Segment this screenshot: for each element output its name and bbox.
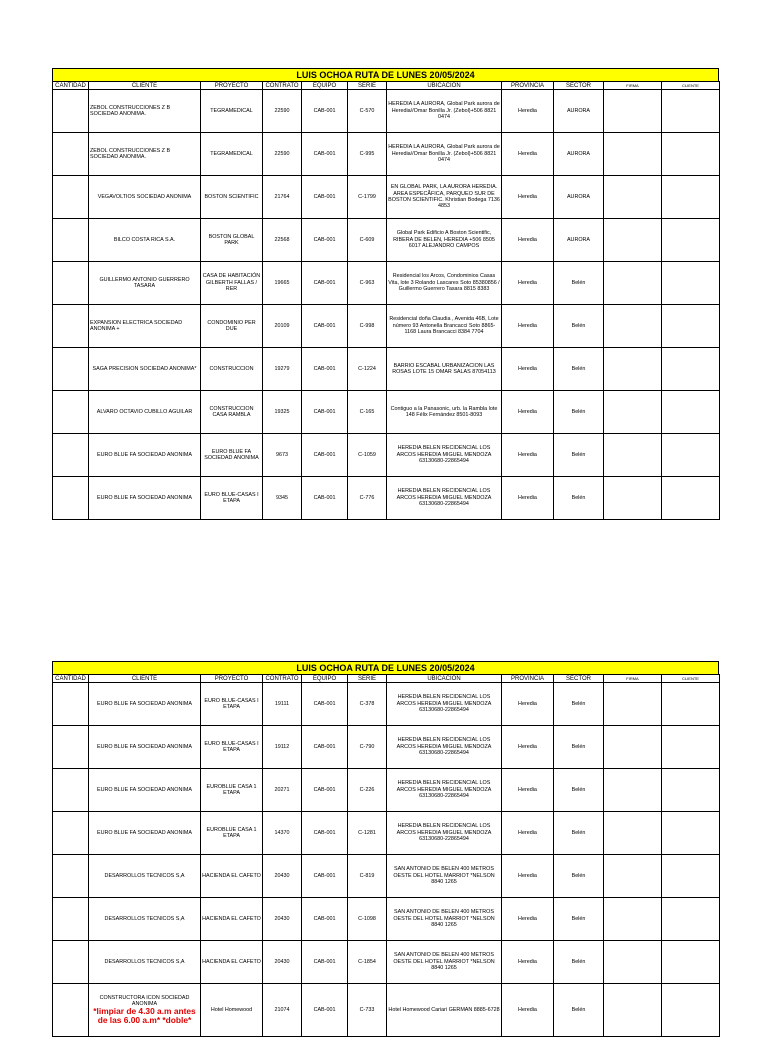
cell-cliente: EXPANSION ELECTRICA SOCIEDAD ANONIMA +: [89, 305, 201, 348]
cell-equipo: CAB-001: [302, 898, 348, 941]
cell-cliente: SAGA PRECISION SOCIEDAD ANONIMA*: [89, 348, 201, 391]
table-row: [53, 683, 720, 726]
cell-equipo: CAB-001: [302, 984, 348, 1037]
cell-cliente-firma: [662, 726, 720, 769]
cell-sector: Belén: [554, 769, 604, 812]
cell-sector: AURORA: [554, 90, 604, 133]
cell-cliente: EURO BLUE FA SOCIEDAD ANONIMA: [89, 812, 201, 855]
header-contrato: CONTRATO: [263, 82, 302, 90]
cell-contrato: 21764: [263, 176, 302, 219]
cell-contrato: 20430: [263, 898, 302, 941]
cell-cliente-firma: [662, 348, 720, 391]
cell-sector: Belén: [554, 812, 604, 855]
cell-provincia: Heredia: [502, 219, 554, 262]
cell-firma: [604, 348, 662, 391]
cell-sector: Belén: [554, 348, 604, 391]
cell-ubicacion: HEREDIA LA AURORA, Global Park aurora de Heredia//Omar Bonilla Jr. (Zebol)+506 8821 0474: [387, 90, 502, 133]
cell-ubicacion: HEREDIA BELEN RECIDENCIAL LOS ARCOS HEREDIA MIGUEL MENDOZA 63130680-22865494: [387, 769, 502, 812]
cell-firma: [604, 477, 662, 520]
cell-equipo: CAB-001: [302, 769, 348, 812]
table-row: [53, 769, 720, 812]
cell-cantidad: [53, 434, 89, 477]
table-row: [53, 219, 720, 262]
cell-equipo: CAB-001: [302, 90, 348, 133]
cell-cliente-firma: [662, 769, 720, 812]
cell-serie: C-1854: [348, 941, 387, 984]
cell-firma: [604, 434, 662, 477]
cell-proyecto: EURO BLUE FA SOCIEDAD ANONIMA: [201, 434, 263, 477]
cell-equipo: CAB-001: [302, 477, 348, 520]
cell-provincia: Heredia: [502, 812, 554, 855]
cell-serie: C-1799: [348, 176, 387, 219]
cell-equipo: CAB-001: [302, 262, 348, 305]
cell-firma: [604, 176, 662, 219]
cell-ubicacion: SAN ANTONIO DE BELEN 400 METROS OESTE DEL HOTEL MARRIOT *NELSON 8840 1265: [387, 941, 502, 984]
table-row: [53, 391, 720, 434]
cell-provincia: Heredia: [502, 726, 554, 769]
cell-cliente-firma: [662, 391, 720, 434]
cell-cantidad: [53, 176, 89, 219]
cell-firma: [604, 305, 662, 348]
cell-cliente-firma: [662, 984, 720, 1037]
cell-ubicacion: HEREDIA BELEN RECIDENCIAL LOS ARCOS HEREDIA MIGUEL MENDOZA 63130680-22865494: [387, 477, 502, 520]
cell-ubicacion: BARRIO ESCABAL URBANIZACION LAS ROSAS LOTE 15 OMAR SALAS 87054113: [387, 348, 502, 391]
cell-provincia: Heredia: [502, 855, 554, 898]
header-ubicacion: UBICACIÓN: [387, 675, 502, 683]
cell-sector: AURORA: [554, 176, 604, 219]
cell-cantidad: [53, 391, 89, 434]
cell-proyecto: EUROBLUE CASA 1 ETAPA: [201, 769, 263, 812]
cell-cliente-firma: [662, 133, 720, 176]
cell-serie: C-733: [348, 984, 387, 1037]
cell-proyecto: EUROBLUE CASA 1 ETAPA: [201, 812, 263, 855]
cell-proyecto: HACIENDA EL CAFETO: [201, 898, 263, 941]
cell-cliente-firma: [662, 812, 720, 855]
header-proyecto: PROYECTO: [201, 675, 263, 683]
cell-ubicacion: SAN ANTONIO DE BELEN 400 METROS OESTE DEL HOTEL MARRIOT *NELSON 8840 1265: [387, 855, 502, 898]
cell-contrato: 22568: [263, 219, 302, 262]
cell-serie: C-819: [348, 855, 387, 898]
cell-ubicacion: HEREDIA BELEN RECIDENCIAL LOS ARCOS HEREDIA MIGUEL MENDOZA 63130680-22865494: [387, 683, 502, 726]
cell-ubicacion: HEREDIA BELEN RECIDENCIAL LOS ARCOS HEREDIA MIGUEL MENDOZA 63130680-22865494: [387, 812, 502, 855]
route-sheet-2: [52, 661, 719, 1037]
header-equipo: EQUIPO: [302, 82, 348, 90]
cell-ubicacion: HEREDIA BELEN RECIDENCIAL LOS ARCOS HEREDIA MIGUEL MENDOZA 63130680-22865494: [387, 726, 502, 769]
cell-sector: AURORA: [554, 219, 604, 262]
cell-cliente: EURO BLUE FA SOCIEDAD ANONIMA: [89, 477, 201, 520]
cell-cliente-firma: [662, 305, 720, 348]
cell-provincia: Heredia: [502, 683, 554, 726]
header-provincia: PROVINCIA: [502, 675, 554, 683]
header-cliente-firma: CLIENTE: [662, 82, 720, 90]
cell-provincia: Heredia: [502, 898, 554, 941]
cell-cantidad: [53, 984, 89, 1037]
cell-equipo: CAB-001: [302, 726, 348, 769]
cell-provincia: Heredia: [502, 391, 554, 434]
cell-cantidad: [53, 262, 89, 305]
cell-firma: [604, 133, 662, 176]
cell-ubicacion: Residencial doña Claudia , Avenida 46B, Lote número 93 Antonella Brancacci Soto 8865-1168 Laura Brancacci 8384 7704: [387, 305, 502, 348]
cell-cliente-firma: [662, 434, 720, 477]
cell-firma: [604, 90, 662, 133]
cell-firma: [604, 812, 662, 855]
cell-provincia: Heredia: [502, 348, 554, 391]
cell-cliente-firma: [662, 219, 720, 262]
header-cantidad: CANTIDAD: [53, 82, 89, 90]
cell-proyecto: CONDOMINIO PER DUE: [201, 305, 263, 348]
cell-cliente: DESARROLLOS TECNICOS S,A: [89, 855, 201, 898]
header-serie: SERIE: [348, 675, 387, 683]
cell-cliente-firma: [662, 941, 720, 984]
cell-sector: Belén: [554, 262, 604, 305]
route-table: [52, 81, 720, 520]
cell-provincia: Heredia: [502, 90, 554, 133]
cell-firma: [604, 769, 662, 812]
cell-serie: C-165: [348, 391, 387, 434]
header-sector: SECTOR: [554, 82, 604, 90]
table-row: [53, 262, 720, 305]
cell-provincia: Heredia: [502, 477, 554, 520]
cell-cantidad: [53, 348, 89, 391]
cell-equipo: CAB-001: [302, 434, 348, 477]
table-row: [53, 855, 720, 898]
cell-contrato: 20271: [263, 769, 302, 812]
header-serie: SERIE: [348, 82, 387, 90]
cell-cantidad: [53, 769, 89, 812]
header-cliente-firma: CLIENTE: [662, 675, 720, 683]
cell-equipo: CAB-001: [302, 812, 348, 855]
cell-sector: Belén: [554, 898, 604, 941]
header-cliente: CLIENTE: [89, 82, 201, 90]
cell-cantidad: [53, 812, 89, 855]
cell-firma: [604, 683, 662, 726]
cell-proyecto: EURO BLUE-CASAS I ETAPA: [201, 683, 263, 726]
cell-contrato: 20430: [263, 855, 302, 898]
cell-equipo: CAB-001: [302, 683, 348, 726]
cell-serie: C-1059: [348, 434, 387, 477]
header-sector: SECTOR: [554, 675, 604, 683]
header-firma: FIRMA: [604, 675, 662, 683]
cell-proyecto: Hotel Homewood: [201, 984, 263, 1037]
cell-contrato: 14370: [263, 812, 302, 855]
cell-proyecto: EURO BLUE-CASAS I ETAPA: [201, 477, 263, 520]
cell-cliente-firma: [662, 683, 720, 726]
cell-cantidad: [53, 133, 89, 176]
cell-ubicacion: EN GLOBAL PARK, LA AURORA HEREDIA. AREA ESPECÃFICA, PARQUEO SUR DE BOSTON SCIENTIFIC. Khristian Bodega 7136 4853: [387, 176, 502, 219]
cell-contrato: 9345: [263, 477, 302, 520]
cell-equipo: CAB-001: [302, 855, 348, 898]
table-row: [53, 898, 720, 941]
table-row: [53, 133, 720, 176]
cell-sector: Belén: [554, 984, 604, 1037]
cell-cliente: EURO BLUE FA SOCIEDAD ANONIMA: [89, 769, 201, 812]
cell-equipo: CAB-001: [302, 133, 348, 176]
cell-provincia: Heredia: [502, 133, 554, 176]
sheet-title: LUIS OCHOA RUTA DE LUNES 20/05/2024: [52, 661, 719, 674]
cell-cliente-firma: [662, 855, 720, 898]
cell-proyecto: TEGRAMEDICAL: [201, 133, 263, 176]
cell-contrato: 21074: [263, 984, 302, 1037]
cell-contrato: 19111: [263, 683, 302, 726]
cell-serie: C-378: [348, 683, 387, 726]
header-cantidad: CANTIDAD: [53, 675, 89, 683]
cell-provincia: Heredia: [502, 769, 554, 812]
header-equipo: EQUIPO: [302, 675, 348, 683]
cell-cliente: DESARROLLOS TECNICOS S,A: [89, 941, 201, 984]
cell-proyecto: CONSTRUCCION: [201, 348, 263, 391]
cell-sector: AURORA: [554, 133, 604, 176]
cell-equipo: CAB-001: [302, 219, 348, 262]
cell-proyecto: CASA DE HABITACIÓN GILBERTH FALLAS / RER: [201, 262, 263, 305]
cell-firma: [604, 855, 662, 898]
cell-cantidad: [53, 683, 89, 726]
cell-serie: C-790: [348, 726, 387, 769]
cell-equipo: CAB-001: [302, 176, 348, 219]
cell-provincia: Heredia: [502, 176, 554, 219]
cell-cliente: VEGAVOLTIOS SOCIEDAD ANONIMA: [89, 176, 201, 219]
cell-firma: [604, 898, 662, 941]
table-row: [53, 477, 720, 520]
cell-sector: Belén: [554, 305, 604, 348]
cell-provincia: Heredia: [502, 434, 554, 477]
cell-equipo: CAB-001: [302, 348, 348, 391]
cell-contrato: 9673: [263, 434, 302, 477]
cell-contrato: 19665: [263, 262, 302, 305]
cell-cliente: [89, 984, 201, 1037]
cell-proyecto: HACIENDA EL CAFETO: [201, 941, 263, 984]
cell-firma: [604, 984, 662, 1037]
cell-cliente: ZEBOL CONSTRUCCIONES Z B SOCIEDAD ANONIMA.: [89, 133, 201, 176]
cell-contrato: 19325: [263, 391, 302, 434]
cell-serie: C-995: [348, 133, 387, 176]
cell-equipo: CAB-001: [302, 391, 348, 434]
cell-cliente: EURO BLUE FA SOCIEDAD ANONIMA: [89, 434, 201, 477]
cell-ubicacion: Global Park Edificio A Boston Scientific, RIBERA DE BELEN, HEREDIA +506 8505 6017 ALEJANDRO CAMPOS: [387, 219, 502, 262]
cell-cantidad: [53, 90, 89, 133]
table-row: [53, 812, 720, 855]
header-firma: FIRMA: [604, 82, 662, 90]
header-ubicacion: UBICACIÓN: [387, 82, 502, 90]
cell-serie: C-570: [348, 90, 387, 133]
cell-contrato: 20109: [263, 305, 302, 348]
cell-provincia: Heredia: [502, 941, 554, 984]
cell-cliente-firma: [662, 90, 720, 133]
header-provincia: PROVINCIA: [502, 82, 554, 90]
client-note: *limpiar de 4.30 a.m antes de las 6.00 a.m* *doble*: [93, 1006, 196, 1026]
route-sheet-1: [52, 68, 719, 520]
table-row: [53, 434, 720, 477]
sheet-title: LUIS OCHOA RUTA DE LUNES 20/05/2024: [52, 68, 719, 81]
cell-firma: [604, 219, 662, 262]
cell-serie: C-998: [348, 305, 387, 348]
cell-cliente: BILCO COSTA RICA S.A.: [89, 219, 201, 262]
cell-proyecto: BOSTON SCIENTIFIC: [201, 176, 263, 219]
cell-proyecto: TEGRAMEDICAL: [201, 90, 263, 133]
header-proyecto: PROYECTO: [201, 82, 263, 90]
cell-contrato: 19279: [263, 348, 302, 391]
cell-ubicacion: SAN ANTONIO DE BELEN 400 METROS OESTE DEL HOTEL MARRIOT *NELSON 8840 1265: [387, 898, 502, 941]
cell-serie: C-1281: [348, 812, 387, 855]
cell-firma: [604, 726, 662, 769]
table-row: [53, 984, 720, 1037]
route-table: [52, 674, 720, 1037]
cell-cantidad: [53, 477, 89, 520]
cell-serie: C-776: [348, 477, 387, 520]
cell-firma: [604, 262, 662, 305]
cell-sector: Belén: [554, 391, 604, 434]
table-row: [53, 941, 720, 984]
cell-cantidad: [53, 219, 89, 262]
table-row: [53, 305, 720, 348]
table-row: [53, 726, 720, 769]
cell-equipo: CAB-001: [302, 305, 348, 348]
cell-provincia: Heredia: [502, 305, 554, 348]
cell-cliente: ALVARO OCTAVIO CUBILLO AGUILAR: [89, 391, 201, 434]
cell-cantidad: [53, 898, 89, 941]
cell-cliente-firma: [662, 262, 720, 305]
cell-provincia: Heredia: [502, 984, 554, 1037]
cell-proyecto: EURO BLUE-CASAS I ETAPA: [201, 726, 263, 769]
cell-serie: C-1224: [348, 348, 387, 391]
cell-cantidad: [53, 726, 89, 769]
cell-cliente-firma: [662, 898, 720, 941]
table-row: [53, 348, 720, 391]
cell-serie: C-1098: [348, 898, 387, 941]
cell-cliente: GUILLERMO ANTONIO GUERRERO TASARA: [89, 262, 201, 305]
cell-provincia: Heredia: [502, 262, 554, 305]
cell-ubicacion: HEREDIA BELEN RECIDENCIAL LOS ARCOS HEREDIA MIGUEL MENDOZA 63130680-22865494: [387, 434, 502, 477]
cell-contrato: 20430: [263, 941, 302, 984]
cell-cantidad: [53, 305, 89, 348]
cell-cliente: DESARROLLOS TECNICOS S,A: [89, 898, 201, 941]
table-row: [53, 90, 720, 133]
cell-sector: Belén: [554, 477, 604, 520]
cell-firma: [604, 391, 662, 434]
cell-ubicacion: HEREDIA LA AURORA, Global Park aurora de Heredia//Omar Bonilla Jr. (Zebol)+506 8821 0474: [387, 133, 502, 176]
cell-cliente-firma: [662, 176, 720, 219]
cell-serie: C-226: [348, 769, 387, 812]
cell-serie: C-609: [348, 219, 387, 262]
cell-sector: Belén: [554, 941, 604, 984]
cell-cantidad: [53, 855, 89, 898]
cell-cliente-firma: [662, 477, 720, 520]
cell-proyecto: HACIENDA EL CAFETO: [201, 855, 263, 898]
cell-cliente: EURO BLUE FA SOCIEDAD ANONIMA: [89, 683, 201, 726]
cell-sector: Belén: [554, 434, 604, 477]
cell-sector: Belén: [554, 683, 604, 726]
cell-contrato: 22590: [263, 133, 302, 176]
cell-ubicacion: Contiguo a la Panasonic, urb. la Rambla lote 148 Félix Fernández 8501-8093: [387, 391, 502, 434]
cell-firma: [604, 941, 662, 984]
header-contrato: CONTRATO: [263, 675, 302, 683]
client-name: CONSTRUCTORA ICON SOCIEDAD ANONIMA: [99, 994, 190, 1007]
cell-cliente: ZEBOL CONSTRUCCIONES Z B SOCIEDAD ANONIMA.: [89, 90, 201, 133]
cell-cliente: EURO BLUE FA SOCIEDAD ANONIMA: [89, 726, 201, 769]
cell-sector: Belén: [554, 855, 604, 898]
cell-sector: Belén: [554, 726, 604, 769]
cell-proyecto: CONSTRUCCION CASA RAMBLA: [201, 391, 263, 434]
cell-contrato: 19112: [263, 726, 302, 769]
cell-contrato: 22590: [263, 90, 302, 133]
cell-ubicacion: Hotel Homewood Cariari GERMAN 8885-6728: [387, 984, 502, 1037]
cell-equipo: CAB-001: [302, 941, 348, 984]
cell-proyecto: BOSTON GLOBAL PARK: [201, 219, 263, 262]
cell-serie: C-963: [348, 262, 387, 305]
header-cliente: CLIENTE: [89, 675, 201, 683]
cell-cantidad: [53, 941, 89, 984]
cell-ubicacion: Residencial los Arcos, Condominios Casas Vita, lote 3 Rolando Lascares Soto 85380856 / Guillermo Guerrero Tasara 8815 8383: [387, 262, 502, 305]
table-row: [53, 176, 720, 219]
